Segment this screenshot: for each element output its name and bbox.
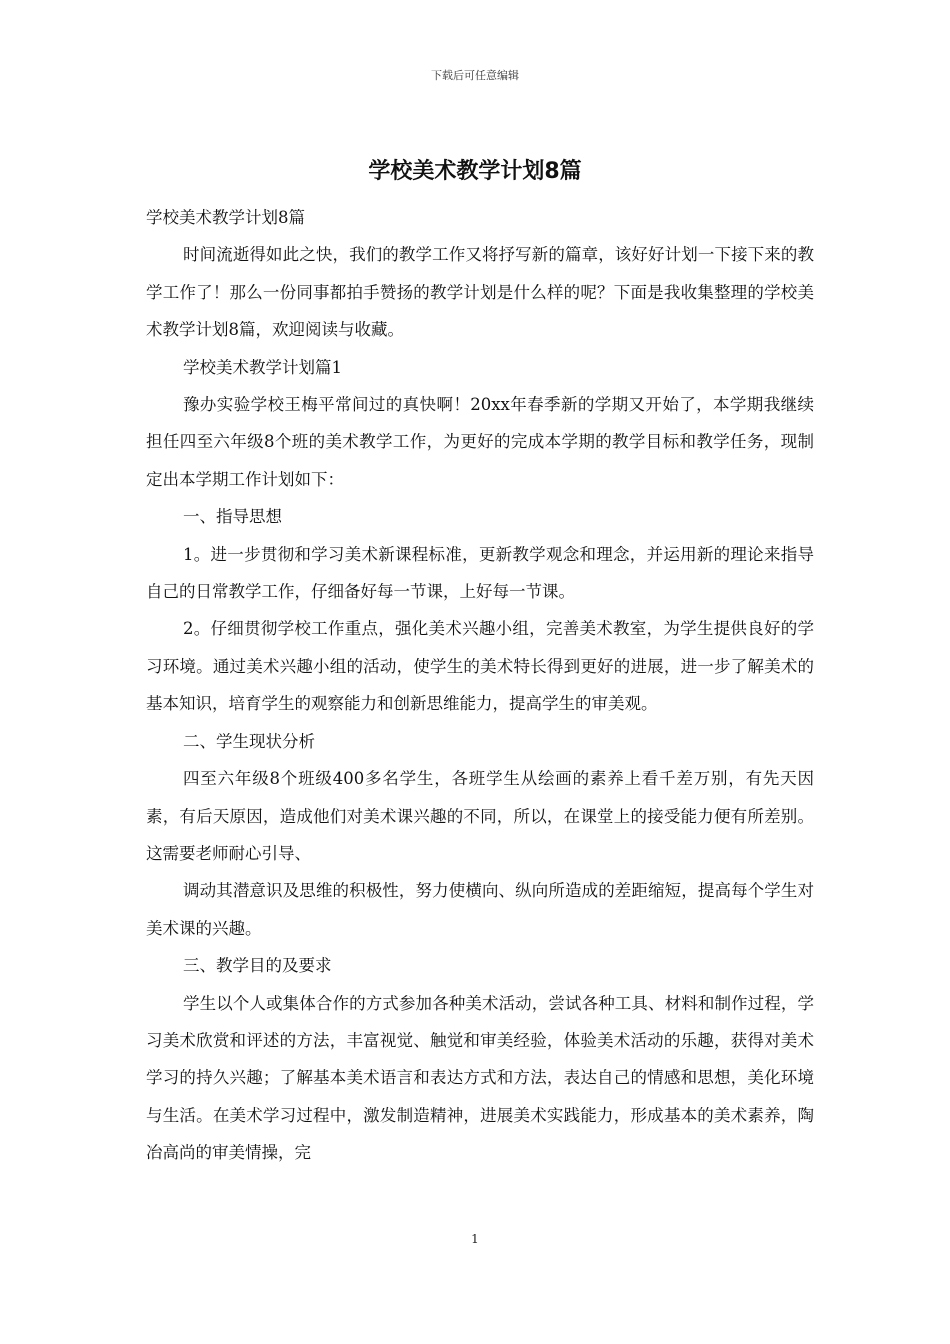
section-heading: 三、教学目的及要求: [183, 956, 332, 976]
paragraph: 豫办实验学校王梅平常间过的真快啊！20xx年春季新的学期又开始了，本学期我继续担任四至六年级8个班的美术教学工作，为更好的完成本学期的教学目标和教学任务，现制定出本学期工作计划如下：: [146, 395, 814, 489]
section-heading: 学校美术教学计划篇1: [183, 357, 342, 377]
document-title: 学校美术教学计划8篇: [368, 159, 582, 184]
page-number: 1: [471, 1232, 479, 1246]
header-note: 下载后可任意编辑: [431, 69, 519, 82]
paragraph: 学生以个人或集体合作的方式参加各种美术活动，尝试各种工具、材料和制作过程，学习美术欣赏和评述的方法，丰富视觉、触觉和审美经验，体验美术活动的乐趣，获得对美术学习的持久兴趣；了解基本美术语言和表达方式和方法，表达自己的情感和思想，美化环境与生活。在美术学习过程中，激发制造精神，进展美术实践能力，形成基本的美术素养，陶冶高尚的审美情操，完: [146, 993, 814, 1163]
paragraph: 调动其潜意识及思维的积极性，努力使横向、纵向所造成的差距缩短，提高每个学生对美术课的兴趣。: [146, 881, 814, 938]
paragraph: 2。仔细贯彻学校工作重点，强化美术兴趣小组，完善美术教室，为学生提供良好的学习环境。通过美术兴趣小组的活动，使学生的美术特长得到更好的进展，进一步了解美术的基本知识，培育学生的观察能力和创新思维能力，提高学生的审美观。: [146, 619, 814, 714]
paragraph: 时间流逝得如此之快，我们的教学工作又将抒写新的篇章，该好好计划一下接下来的教学工作了！那么一份同事都拍手赞扬的教学计划是什么样的呢？下面是我收集整理的学校美术教学计划8篇，欢迎阅读与收藏。: [146, 245, 814, 340]
paragraph: 学校美术教学计划8篇: [146, 208, 305, 227]
section-heading: 二、学生现状分析: [183, 731, 315, 751]
paragraph: 1。进一步贯彻和学习美术新课程标准，更新教学观念和理念，并运用新的理论来指导自己的日常教学工作，仔细备好每一节课，上好每一节课。: [146, 544, 814, 602]
paragraph: 四至六年级8个班级400多名学生，各班学生从绘画的素养上看千差万别，有先天因素，有后天原因，造成他们对美术课兴趣的不同，所以，在课堂上的接受能力便有所差别。这需要老师耐心引导、: [146, 769, 814, 863]
section-heading: 一、指导思想: [183, 507, 282, 527]
document-body: [146, 199, 814, 1172]
